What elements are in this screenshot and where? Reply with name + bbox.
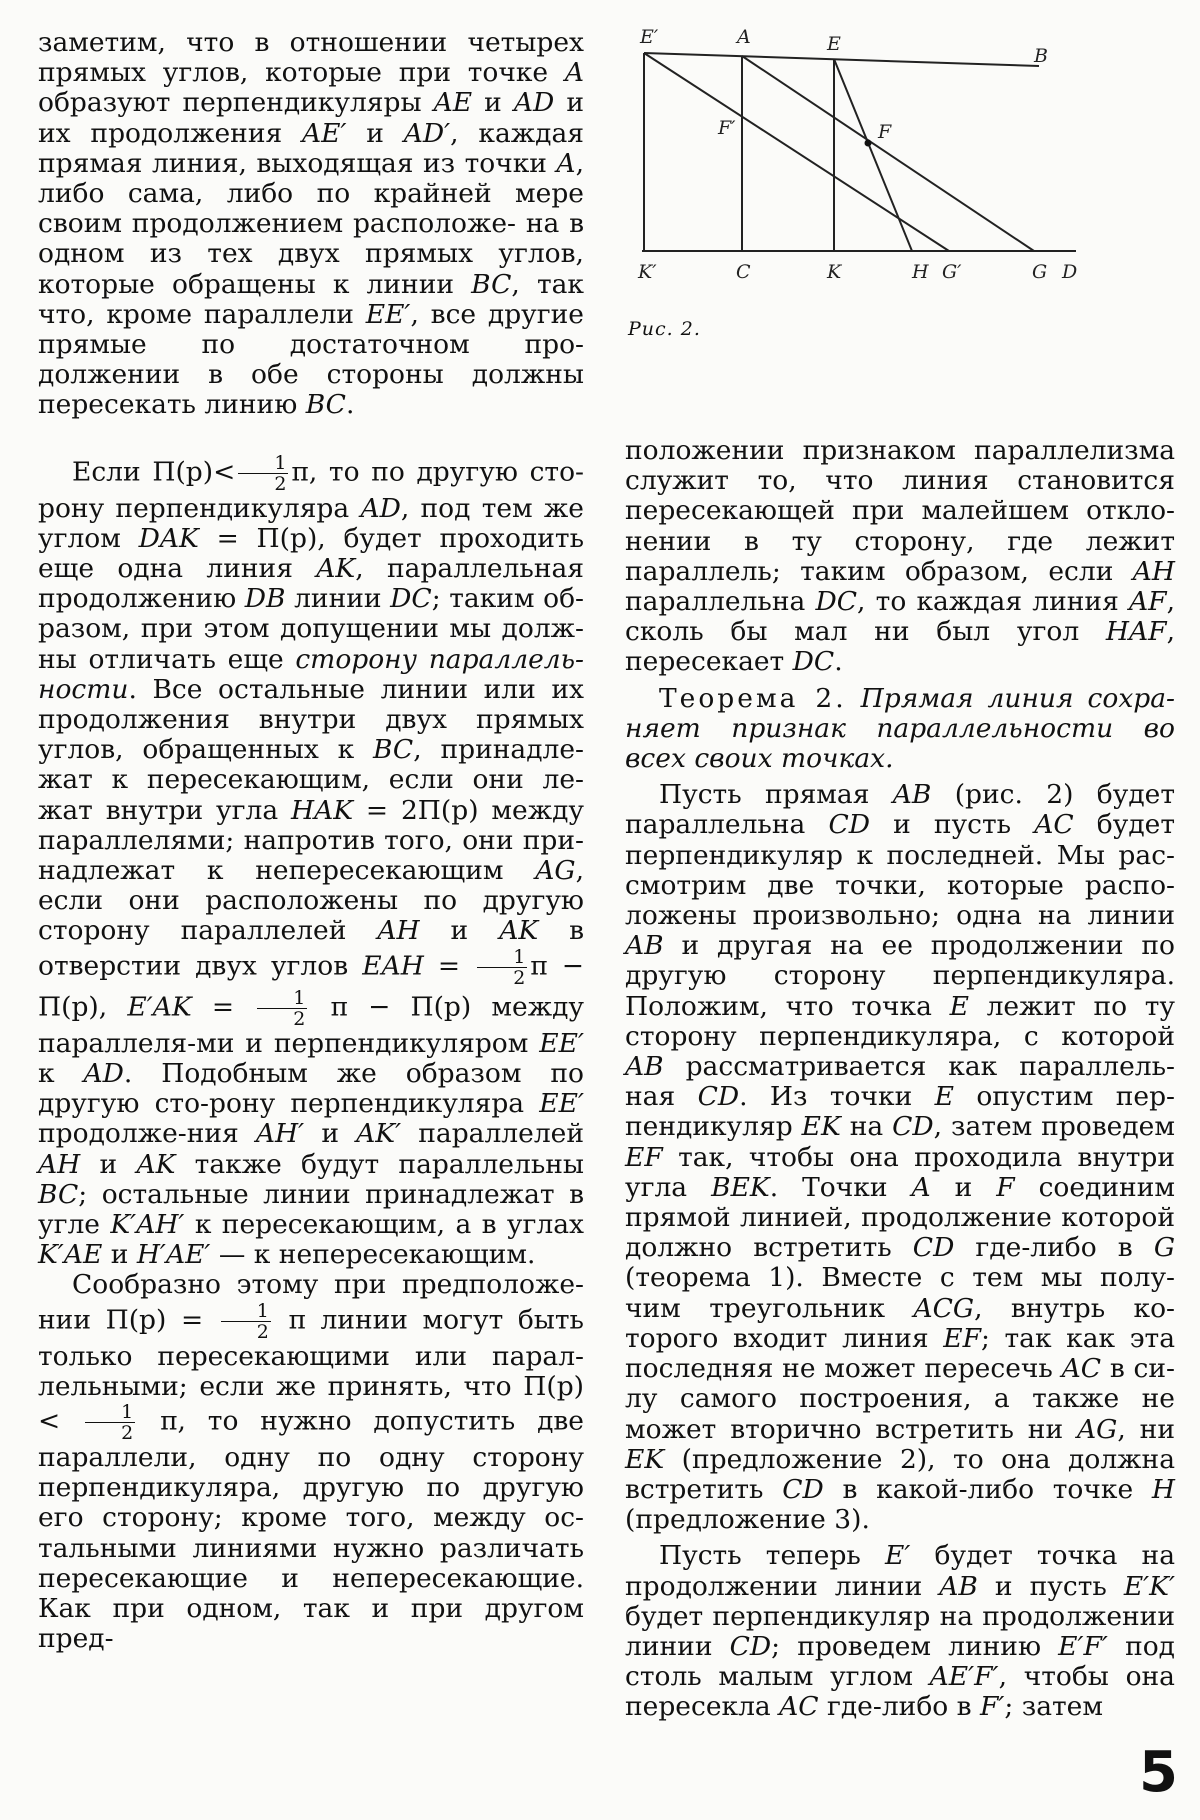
text-run: каждая прямая линия, выходящая из <box>38 117 584 179</box>
math-symbol: F <box>996 1171 1015 1203</box>
paragraph <box>625 1541 1175 1722</box>
text-run: = 2Π(p) между параллелями; напротив того, они при-надлежат к непересекающим <box>38 794 584 887</box>
text-run: где-либо в <box>818 1691 980 1723</box>
math-symbol: DB <box>244 583 286 615</box>
text-run: другие прямые по достаточном про- <box>38 298 584 361</box>
math-symbol: AE′ <box>302 117 347 149</box>
math-symbol: E <box>949 990 969 1022</box>
math-symbol: EE′ <box>365 298 411 330</box>
math-symbol: BC <box>38 1178 79 1210</box>
math-symbol: EE′ <box>539 1027 584 1059</box>
text-run: ; таким об-разом, при этом допущении мы долж-ны отличать еще <box>38 583 584 675</box>
math-symbol: EK <box>801 1111 841 1143</box>
text-run: и <box>930 1171 997 1203</box>
text-run: , <box>511 268 520 300</box>
label-A: A <box>737 26 751 48</box>
math-symbol: BC <box>372 734 414 766</box>
paragraph <box>38 1270 584 1654</box>
text-run: . Из точки <box>739 1081 935 1113</box>
math-symbol: AD <box>83 1057 124 1089</box>
math-symbol: AB <box>892 779 932 811</box>
text-run: , сколь бы мал ни был угол <box>625 586 1175 648</box>
math-symbol: F′ <box>980 1691 1005 1723</box>
math-symbol: EAH <box>362 950 424 982</box>
math-symbol: AC <box>1034 809 1074 841</box>
math-symbol: AB <box>939 1570 978 1602</box>
text-run: в какой-либо точке <box>823 1473 1152 1505</box>
text-run: 2 <box>274 472 287 495</box>
text-run: (предложение 3). <box>625 1504 870 1536</box>
text-run: , пересекает <box>625 616 1175 678</box>
text-run: , то каждая линия <box>857 586 1130 618</box>
math-symbol: AG <box>535 855 576 887</box>
text-run: продолже-ния <box>38 1118 256 1150</box>
text-run: 2 <box>256 1320 269 1343</box>
text-run: , параллельная продолжению <box>38 553 584 615</box>
math-symbol: AD <box>360 492 401 524</box>
math-symbol: AB <box>625 930 664 962</box>
label-Gp: G′ <box>942 261 962 283</box>
text-run: , принадле-жат к пересекающим, если они ле-жат внутри угла <box>38 734 584 826</box>
text-run: Теорема 2. <box>659 682 847 714</box>
text-run: 2 <box>293 1007 306 1030</box>
text-run: параллелей <box>401 1118 584 1150</box>
label-H: H <box>912 261 929 283</box>
math-symbol: CD <box>828 809 870 841</box>
text-run: (теорема 1). Вместе с тем мы полу-чим треугольник <box>625 1262 1175 1324</box>
label-D: D <box>1062 261 1078 283</box>
text-run: заметим, что в отношении четырех <box>38 27 584 58</box>
label-G: G <box>1032 261 1048 283</box>
text-run: . <box>834 646 843 678</box>
math-symbol: G <box>1153 1232 1175 1264</box>
page-number: 5 <box>1139 1740 1178 1805</box>
math-symbol: EF <box>625 1141 663 1173</box>
line-EH <box>834 59 912 251</box>
math-symbol: AH <box>377 915 420 947</box>
paragraph <box>38 453 584 1271</box>
math-symbol: BEK <box>711 1171 770 1203</box>
text-run: опустим пер-пендикуляр <box>625 1081 1175 1143</box>
math-symbol: BC <box>305 389 346 421</box>
text-run: на в одном из тех двух прямых <box>38 208 584 270</box>
text-run: и другая на ее продолжении по другую сторону перпендикуляра. Положим, что точка <box>625 930 1175 1022</box>
text-run <box>85 1402 135 1443</box>
text-run: , чтобы она пересекла <box>625 1661 1175 1723</box>
text-run: 1 <box>221 1301 271 1322</box>
text-run: положении признаком параллелизма служит то, что линия становится пересекающей при малейшем откло-нении в ту сторону, где лежит параллель; таким образом, если <box>625 435 1175 587</box>
math-symbol: AG <box>1077 1413 1118 1445</box>
text-run: будет точка на продолжении линии <box>625 1540 1176 1602</box>
math-symbol: AE′F′ <box>929 1661 999 1693</box>
text-run: (рис. 2) будет параллельна <box>625 779 1176 841</box>
text-run: = Π(p), будет проходить еще одна линия <box>38 522 584 585</box>
point-F <box>865 140 872 147</box>
paragraph <box>625 436 1175 678</box>
label-F: F <box>878 121 892 143</box>
math-symbol: CD <box>697 1081 740 1113</box>
text-run: (предложение 2), то она должна встретить <box>625 1443 1175 1505</box>
math-symbol: AF <box>1129 586 1167 618</box>
math-symbol: AC <box>779 1691 819 1723</box>
math-symbol: AH <box>38 1148 81 1180</box>
text-run: линии <box>285 583 391 615</box>
text-run: и пусть <box>869 809 1035 841</box>
text-run: пересекать линию <box>38 389 306 421</box>
text-run: и <box>80 1148 137 1180</box>
math-symbol: HAK <box>290 794 354 826</box>
math-symbol: AH <box>1132 555 1175 587</box>
text-run: . <box>345 389 355 421</box>
text-run: . Подобным же образом по другую сто-рону перпендикуляра <box>38 1057 584 1120</box>
text-run <box>238 453 288 494</box>
text-run: , затем проведем <box>933 1111 1175 1143</box>
text-run: 1 <box>477 947 527 968</box>
text-run: = <box>191 991 255 1023</box>
math-symbol: Прямая линия сохра-няет признак параллельности во всех своих точках. <box>625 682 1175 775</box>
left-column <box>38 28 584 1654</box>
text-run: , все <box>410 298 477 330</box>
math-symbol: CD <box>729 1630 772 1662</box>
math-symbol: E′ <box>885 1540 911 1572</box>
math-symbol: AK <box>316 553 356 585</box>
text-run: Пусть теперь <box>659 1540 886 1572</box>
figure-caption: Рис. 2. <box>628 318 701 340</box>
text-run: под столь малым углом <box>625 1630 1176 1693</box>
math-symbol: AK <box>136 1148 176 1180</box>
text-run: и <box>346 117 404 149</box>
text-run: и их продолжения <box>38 87 584 149</box>
math-symbol: CD <box>912 1232 955 1264</box>
text-run: точки <box>464 147 557 179</box>
text-run: в отверстии двух углов <box>38 915 585 982</box>
math-symbol: DAK <box>138 522 199 554</box>
math-symbol: H′AE′ <box>136 1239 211 1271</box>
text-run: образуют перпендикуляры <box>38 87 434 119</box>
text-run: = <box>423 950 475 982</box>
text-run: 2 <box>513 966 526 989</box>
math-symbol: CD <box>892 1111 934 1143</box>
text-run <box>221 1301 271 1342</box>
math-symbol: DC <box>390 583 432 615</box>
text-run: π, то по другую сто-рону перпендикуляра <box>38 456 584 524</box>
text-run: также будут параллельны <box>175 1148 585 1180</box>
text-run: ; затем <box>1004 1691 1103 1723</box>
line-AG <box>742 56 1034 251</box>
text-run: так, чтобы она проходила внутри угла <box>625 1141 1175 1203</box>
text-run: π − Π(p) между параллеля-ми и перпендикуляром <box>38 991 584 1059</box>
math-symbol: EF <box>943 1322 981 1354</box>
math-symbol: AD′ <box>403 117 451 149</box>
math-symbol: AC <box>1061 1353 1102 1385</box>
math-symbol: E′AK <box>127 991 192 1023</box>
line-EpB <box>644 53 1039 66</box>
line-EpGp <box>644 53 949 251</box>
math-symbol: HAF <box>1105 616 1167 648</box>
math-symbol: EK <box>625 1443 665 1475</box>
math-symbol: EE′ <box>539 1088 584 1120</box>
text-run: Сообразно этому при предположе-нии Π(p) = <box>38 1269 584 1336</box>
text-run: ; так как эта последняя не может пересечь <box>625 1322 1176 1385</box>
text-run <box>477 947 527 988</box>
math-symbol: K′AH′ <box>110 1208 185 1240</box>
math-symbol: AE <box>433 87 473 119</box>
text-run: и <box>419 915 500 947</box>
label-B: B <box>1034 45 1048 67</box>
text-run: на <box>840 1111 893 1143</box>
math-symbol: E′F′ <box>1058 1630 1108 1662</box>
label-Fp: F′ <box>718 117 736 139</box>
math-symbol: ACG <box>913 1292 975 1324</box>
figure-2 <box>624 26 1174 288</box>
text-run: , если они расположены по другую сторону параллелей <box>38 855 584 947</box>
text-run: ; проведем линию <box>771 1630 1059 1662</box>
text-run: мере своим продолжением расположе- <box>38 178 584 240</box>
label-Ep: E′ <box>640 26 659 48</box>
text-run: 1 <box>238 453 288 474</box>
text-run: ; остальные линии принадлежат в угле <box>38 1178 584 1240</box>
math-symbol: H <box>1151 1473 1175 1505</box>
math-symbol: E <box>934 1081 954 1113</box>
text-run: к пересекающим, а в углах <box>184 1208 584 1240</box>
text-run: π, то нужно допустить две параллели, одну по одну сторону перпендикуляра, другую по другую его сторону; кроме того, между ос-тальными линиями нужно различать пересекающие и непересекающие. Как при одном, так и при другом пред- <box>38 1405 584 1655</box>
text-run: в си-лу самого построения, а также не может вторично встретить ни <box>625 1353 1175 1445</box>
geometry-diagram <box>624 26 1174 288</box>
math-symbol: AH′ <box>255 1118 305 1150</box>
text-run: , ни <box>1117 1413 1175 1445</box>
paragraph <box>38 28 584 421</box>
math-symbol: AK′ <box>356 1118 402 1150</box>
text-run: π − Π(p), <box>38 950 584 1023</box>
label-E: E <box>827 33 841 55</box>
text-run: прямых углов, которые при точке <box>38 57 565 89</box>
text-run: лежит по ту сторону перпендикуляра, с которой <box>625 990 1175 1052</box>
text-run: рассматривается как параллель-ная <box>625 1051 1175 1113</box>
label-Kp: K′ <box>638 261 657 283</box>
text-run: π линии могут быть только пересекающими или парал-лельными; если же принять, что Π(p) < <box>38 1304 584 1437</box>
math-symbol: AB <box>625 1051 664 1083</box>
text-run: должении в обе стороны должны <box>38 359 584 391</box>
text-run: и пусть <box>977 1570 1124 1602</box>
text-run: 1 <box>257 988 307 1009</box>
math-symbol: E′K′ <box>1123 1570 1175 1602</box>
math-symbol: CD <box>782 1473 824 1505</box>
label-C: C <box>736 261 751 283</box>
text-run: . Точки <box>769 1171 912 1203</box>
math-symbol: A <box>564 57 584 89</box>
text-run: , под тем же углом <box>38 492 584 554</box>
math-symbol: сторону параллель-ности <box>38 643 585 705</box>
text-run: , <box>450 117 459 149</box>
text-run: Если Π(p)< <box>72 456 236 488</box>
text-run: — к непересекающим. <box>210 1239 536 1271</box>
text-run: где-либо в <box>954 1232 1154 1264</box>
text-run <box>257 988 307 1029</box>
text-run: и <box>304 1118 357 1150</box>
text-run: 2 <box>121 1421 134 1444</box>
text-run: Пусть прямая <box>659 779 893 811</box>
theorem-2 <box>625 684 1175 775</box>
math-symbol: BC <box>471 268 512 300</box>
math-symbol: K′AE <box>38 1239 103 1271</box>
text-run: будет перпендикуляр к последней. Мы рас-смотрим две точки, которые распо-ложены произвольно; одна на линии <box>625 809 1175 932</box>
text-run: соединим прямой линией, продолжение которой должно встретить <box>625 1171 1175 1264</box>
text-run: и <box>472 87 514 119</box>
text-run: так что, кроме параллели <box>38 268 584 330</box>
text-run: углов, которые обращены к линии <box>38 238 584 300</box>
text-run: и <box>102 1239 137 1271</box>
math-symbol: DC <box>792 646 835 678</box>
text-run: к <box>38 1057 84 1089</box>
text-run: 1 <box>85 1402 135 1423</box>
label-K: K <box>827 261 842 283</box>
math-symbol: DC <box>815 586 858 618</box>
text-run: будет перпендикуляр на продолжении линии <box>625 1600 1175 1662</box>
math-symbol: A <box>556 147 576 179</box>
text-run: параллельна <box>625 586 816 618</box>
math-symbol: AK <box>499 915 539 947</box>
math-symbol: A <box>911 1171 931 1203</box>
paragraph <box>625 780 1175 1535</box>
right-column <box>625 436 1175 1723</box>
text-run: , внутрь ко-торого входит линия <box>625 1292 1175 1354</box>
text-run: , либо сама, либо по крайней <box>38 147 584 210</box>
text-run: . Все остальные линии или их продолжения внутри двух прямых углов, обращенных к <box>38 673 584 766</box>
math-symbol: AD <box>513 87 555 119</box>
